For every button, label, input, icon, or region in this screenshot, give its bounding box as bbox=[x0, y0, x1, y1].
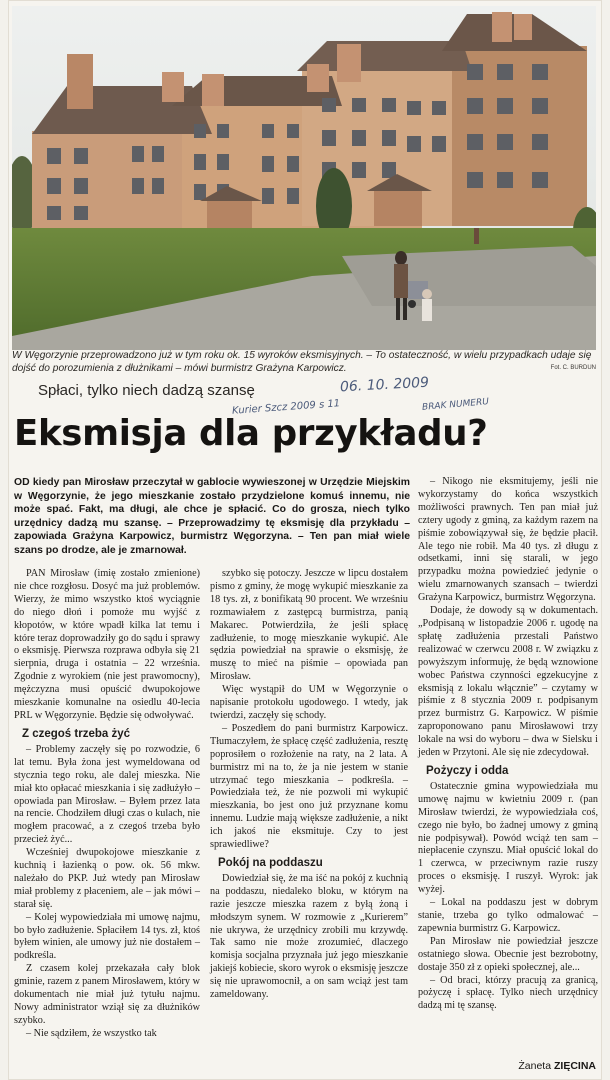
handwritten-note: BRAK NUMERU bbox=[421, 397, 490, 413]
article-paragraph: – Nie sądziłem, że wszystko tak bbox=[26, 1027, 157, 1039]
article-lead: OD kiedy pan Mirosław przeczytał w gablocie wywieszonej w Urzędzie Miejskim w Węgorzynie, że jego mieszkanie zostało przydzielone komuś innemu, nie może spać. Fakt, ma długi, ale chce je spłacić. Co do grosza, niech tylko urzędnicy dadzą mu szansę. – Przeprowadzimy tę eksmisję dla przykładu – zapowiada Grażyna Karpowicz, burmistrz Węgorzyna. – Ten pan miał wiele szans po drodze, ale je zmarnował. bbox=[14, 477, 410, 556]
photo-caption: W Węgorzynie przeprowadzono już w tym roku ok. 15 wyroków eksmisyjnych. – To ostateczność, w wielu przypadkach udaje się dojść do porozumienia z dłużnikami – mówi burmistrz Grażyna Karpowicz. bbox=[12, 350, 592, 374]
section-subheading: Pożyczy i odda bbox=[426, 764, 509, 777]
author-last-name: ZIĘCINA bbox=[554, 1060, 596, 1072]
article-paragraph: Z czasem kolej przekazała cały blok gminie, razem z panem Mirosławem, który w dokumentach nie miał już tytułu najmu. Nowy administrator wziął się za dłużników szybko. bbox=[14, 963, 200, 1026]
article-paragraph: – Problemy zaczęły się po rozwodzie, 6 lat temu. Była żona jest wymeldowana od stycznia tego roku, ale dalej mieszka. Nie miał kto opłacać mieszkania i się zadłużyło – opowiada pan Mirosław. – Byłem przez lata na rencie. Chodziłem długi czas o kulach, nie mogłem pracować, a z czegoś trzeba było przecież żyć... bbox=[14, 743, 200, 846]
article-headline: Eksmisja dla przykładu? bbox=[14, 413, 488, 454]
article-column-1 bbox=[14, 568, 200, 1041]
article-photo bbox=[12, 6, 596, 350]
section-subheading: Pokój na poddaszu bbox=[218, 856, 323, 869]
article-paragraph: szybko się potoczy. Jeszcze w lipcu dostałem pismo z gminy, że mogę wykupić mieszkanie za 18 tys. zł, z bonifikatą 90 procent. We wrześniu rozmawiałem z zastępcą burmistrza, panią Makarec. Potwierdziła, że jeśli spłacę zadłużenie, to mogę mieszkanie wykupić. Ale sędzia powiedział na sprawie o eksmisję, że muszę to mieć na piśmie – opowiada pan Mirosław. bbox=[210, 568, 408, 683]
article-paragraph: PAN Mirosław (imię zostało zmienione) nie chce rozgłosu. Dosyć ma już problemów. Wierzy, że mimo wszystko ktoś wyciągnie do niego dłoń i pomoże mu wyjść z kłopotów, w które wpadł kilka lat temu i które teraz doprowadziły go do sądu i sprawy o eksmisję. Pierwsza rozprawa odbyła się 21 sierpnia, druga i ostatnia – 22 września. Zgodnie z wyrokiem (nie jest prawomocny), mężczyzna musi opuścić dwupokojowe mieszkanie komunalne na osiedlu 40-lecia PRL w Węgorzynie. Będzie się odwoływać. bbox=[14, 568, 200, 721]
handwritten-source: Kurier Szcz 2009 s 11 bbox=[231, 398, 341, 417]
article-paragraph: – Kolej wypowiedziała mi umowę najmu, bo było zadłużenie. Spłaciłem 14 tys. zł, ktoś byłem winien, ale umowy już nie dostałem – podkreśla. bbox=[14, 911, 200, 962]
handwritten-date: 06. 10. 2009 bbox=[339, 374, 430, 396]
author-signature bbox=[518, 1060, 596, 1072]
article-paragraph: – Poszedłem do pani burmistrz Karpowicz. Tłumaczyłem, że spłacę część zadłużenia, resztę poprosiłem o rozłożenie na raty, na 2 lata. A burmistrz mi na to, że ja nie jestem w stanie utrzymać tego mieszkania – podkreśla. – Powiedziała też, że nie pozwoli mi wykupić mieszkania, bo jest ono już przyznane komu innemu. Ludzie mają większe zadłużenie, a nikt ich jakoś nie eksmituje. Czy to jest sprawiedliwe? bbox=[210, 722, 408, 851]
article-paragraph: Dowiedział się, że ma iść na pokój z kuchnią na poddaszu, niedaleko bloku, w którym na razie jeszcze mieszka razem z byłą żoną i młodszym synem. W rozmowie z „Kurierem” nie ukrywa, że urzędnicy zrobili mu krzywdę. Tak samo nie może zrozumieć, dlaczego komisja socjalna przyznała już jego mieszkanie jakiejś kobiecie, skoro wyrok o eksmisję jeszcze się nie uprawomocnił, a on sam wciąż jest tam zameldowany. bbox=[210, 872, 408, 1001]
article-kicker: Spłaci, tylko niech dadzą szansę bbox=[38, 382, 255, 399]
article-column-2 bbox=[210, 568, 408, 1002]
article-paragraph: – Lokal na poddaszu jest w dobrym stanie, trzeba go tylko odmalować – zapewnia burmistrz G. Karpowicz. bbox=[418, 897, 598, 934]
article-paragraph: – Od braci, którzy pracują za granicą, pożyczę i spłacę. Tylko niech urzędnicy dadzą mi tę szansę. bbox=[418, 974, 598, 1012]
article-column-3 bbox=[418, 476, 598, 1013]
photo-apartment-building bbox=[12, 6, 596, 350]
photo-credit: Fot. C. BURDUN bbox=[550, 365, 596, 371]
article-paragraph: Dodaje, że dowody są w dokumentach. „Podpisaną w listopadzie 2006 r. ugodę na spłatę zadłużenia przestali Państwo realizować w czerwcu 2008 r. W związku z powyższym informuję, że będą wznowione wobec Państwa czynności egzekucyjne z eksmisją z lokalu włącznie” – czytamy w piśmie z 8 stycznia 2009 r. podpisanym przez burmistrz G. Karpowicz. W piśmie zaproponowano panu Mirosławowi trzy lokale na wsi do wyboru – dwa w Sielsku i jeden w Przytoni. Ale się nie zdecydował. bbox=[418, 605, 598, 759]
article-paragraph: Więc wystąpił do UM w Węgorzynie o napisanie protokołu ugodowego. I wtedy, jak twierdzi, zaczęły się schody. bbox=[210, 684, 408, 721]
article-paragraph: Wcześniej dwupokojowe mieszkanie z kuchnią i łazienką o pow. ok. 56 mkw. należało do PKP. Już wtedy pan Mirosław miał problemy z płaceniem, ale – jak mówi – starał się. bbox=[14, 847, 200, 910]
article-paragraph: – Nikogo nie eksmitujemy, jeśli nie wykorzystamy do końca wszystkich możliwości prawnych. Ten pan miał już cztery ugody z gminą, za każdym razem na piśmie zobowiązywał się, że będzie płacił. Ale tego nie robił. Ma 40 tys. zł długu z odsetkami, inni się starali, w jego przypadku można powiedzieć jedynie o wielu zmarnowanych szansach – twierdzi Grażyna Karpowicz, burmistrz Węgorzyna. bbox=[418, 476, 598, 604]
section-subheading: Z czegoś trzeba żyć bbox=[22, 727, 131, 740]
article-paragraph: Ostatecznie gmina wypowiedziała mu umowę najmu w kwietniu 2009 r. (pan Mirosław twierdzi, że wypowiedziała coś, czego nie było, bo żadnej umowy z gminą nie podpisywał). Powód wciąż ten sam – niepłacenie czynszu. Miał opuścić lokal do 1 czerwca, w przeciwnym razie ruszy proces o eksmisję. I ruszył. Wyrok: jak wyżej. bbox=[418, 780, 598, 896]
article-paragraph: Pan Mirosław nie powiedział jeszcze ostatniego słowa. Obecnie jest bezrobotny, dostaje 350 zł z opieki społecznej, ale... bbox=[418, 935, 598, 973]
author-first-name: Żaneta bbox=[518, 1060, 552, 1072]
